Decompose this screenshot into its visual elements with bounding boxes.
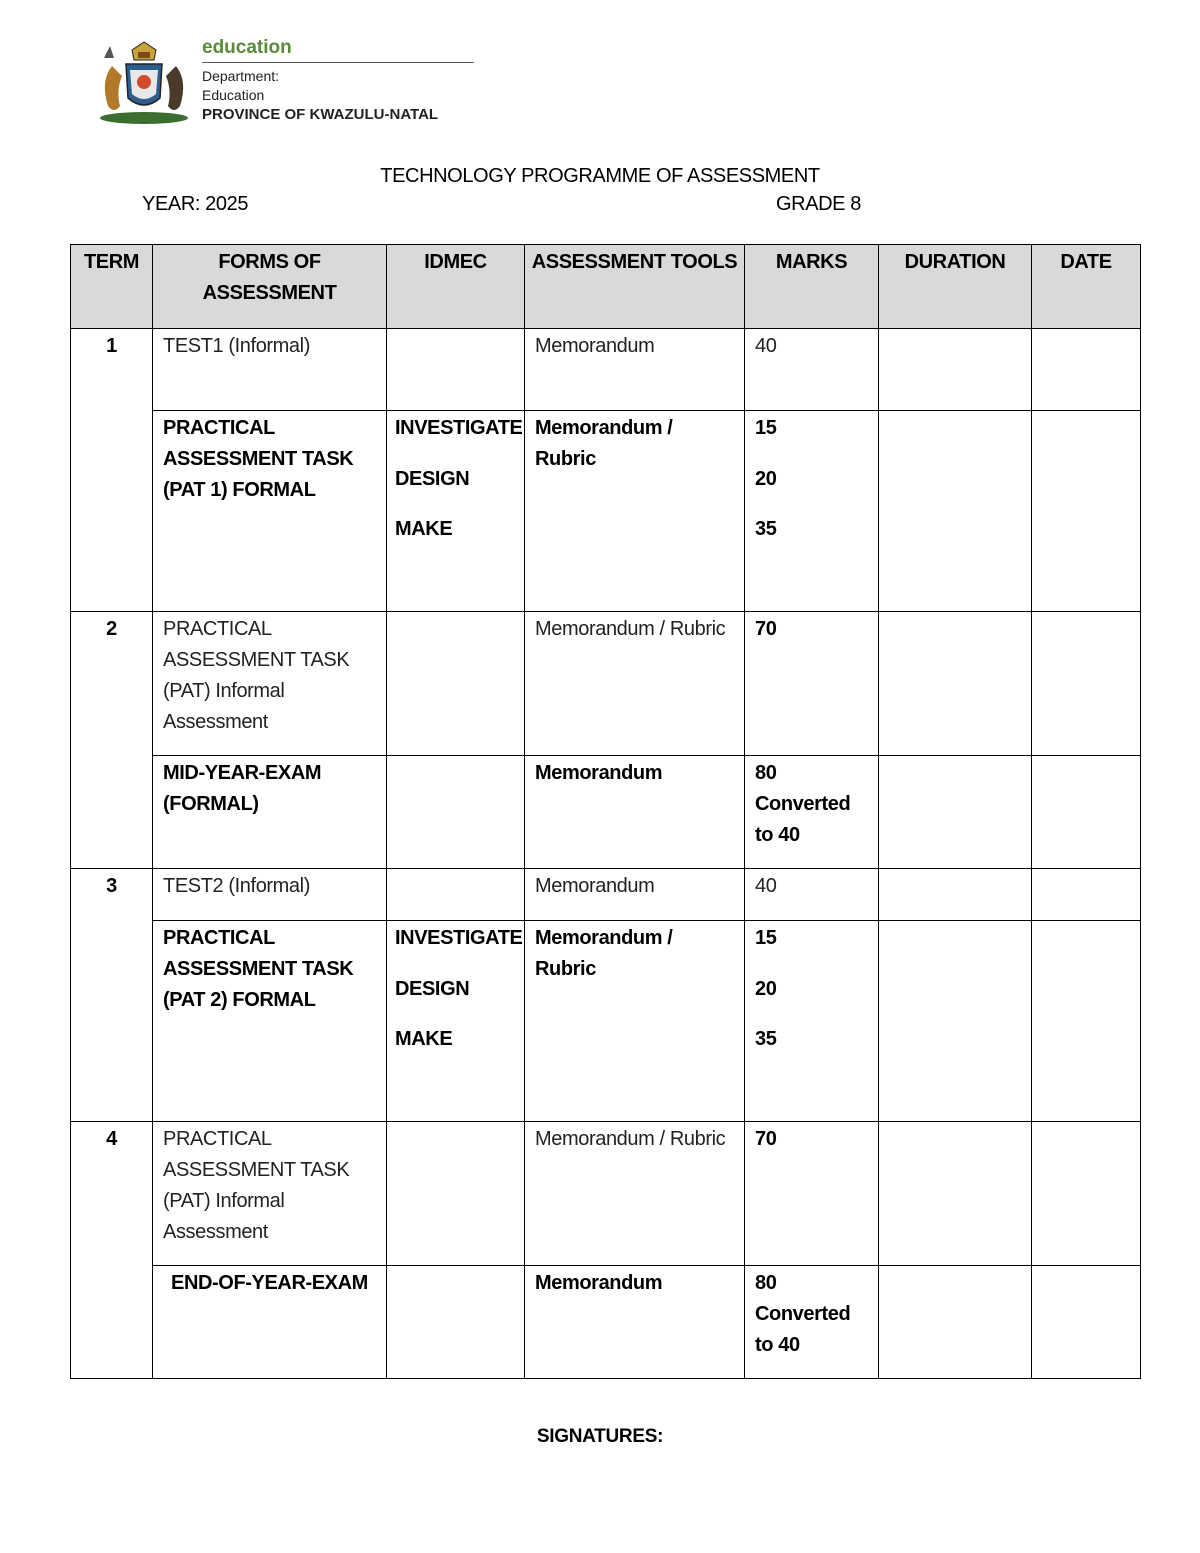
term-cell: 2: [71, 612, 153, 756]
idmec-cell: [387, 921, 525, 1122]
marks-cell: 40: [745, 329, 879, 411]
date-cell: [1032, 612, 1141, 756]
marks-design: 20: [755, 468, 777, 490]
idmec-make: MAKE: [395, 1028, 453, 1050]
idmec-design: DESIGN: [395, 978, 470, 1000]
form-cell: PRACTICAL ASSESSMENT TASK (PAT) Informal Assessment: [153, 1122, 387, 1266]
form-cell: PRACTICAL ASSESSMENT TASK (PAT 2) FORMAL: [153, 921, 387, 1122]
table-header-row: [71, 245, 1141, 329]
form-cell: MID-YEAR-EXAM (FORMAL): [153, 756, 387, 869]
form-cell: PRACTICAL ASSESSMENT TASK (PAT) Informal Assessment: [153, 612, 387, 756]
coat-of-arms-icon: [90, 36, 198, 126]
term-cell: [71, 1266, 153, 1379]
date-cell: [1032, 329, 1141, 411]
date-cell: [1032, 1122, 1141, 1266]
logo-department: Department:: [202, 68, 280, 84]
header-date: DATE: [1032, 245, 1141, 329]
table-row: [71, 329, 1141, 411]
form-cell: PRACTICAL ASSESSMENT TASK (PAT 1) FORMAL: [153, 411, 387, 612]
tool-cell: Memorandum: [525, 329, 745, 411]
idmec-design: DESIGN: [395, 468, 470, 490]
term-cell: [71, 921, 153, 1122]
term-cell: [71, 756, 153, 869]
marks-investigate: 15: [755, 417, 777, 439]
tool-cell: Memorandum: [525, 869, 745, 921]
header-idmec: IDMEC: [387, 245, 525, 329]
marks-make: 35: [755, 1028, 777, 1050]
document-title: TECHNOLOGY PROGRAMME OF ASSESSMENT: [380, 165, 820, 187]
idmec-make: MAKE: [395, 518, 453, 540]
term-cell: 1: [71, 329, 153, 411]
year-label: YEAR: 2025: [142, 193, 249, 215]
term-cell: [71, 411, 153, 612]
marks-cell: 40: [745, 869, 879, 921]
idmec-cell: [387, 756, 525, 869]
duration-cell: [879, 411, 1032, 612]
date-cell: [1032, 869, 1141, 921]
marks-cell: 80 Converted to 40: [745, 756, 879, 869]
table-row: [71, 612, 1141, 756]
header-tools: ASSESSMENT TOOLS: [525, 245, 745, 329]
idmec-cell: [387, 329, 525, 411]
duration-cell: [879, 329, 1032, 411]
duration-cell: [879, 612, 1032, 756]
date-cell: [1032, 921, 1141, 1122]
term-cell: 4: [71, 1122, 153, 1266]
date-cell: [1032, 756, 1141, 869]
idmec-investigate: INVESTIGATE: [395, 927, 523, 949]
form-cell: TEST1 (Informal): [153, 329, 387, 411]
table-row: [71, 869, 1141, 921]
logo-divider: [202, 62, 474, 63]
duration-cell: [879, 1122, 1032, 1266]
marks-cell: 80 Converted to 40: [745, 1266, 879, 1379]
department-logo: [90, 36, 475, 128]
tool-cell: Memorandum / Rubric: [525, 612, 745, 756]
duration-cell: [879, 921, 1032, 1122]
duration-cell: [879, 756, 1032, 869]
logo-province: PROVINCE OF KWAZULU-NATAL: [202, 106, 439, 123]
table-row: [71, 756, 1141, 869]
form-cell: TEST2 (Informal): [153, 869, 387, 921]
marks-make: 35: [755, 518, 777, 540]
table-row: [71, 1266, 1141, 1379]
signatures-label: SIGNATURES:: [536, 1426, 664, 1447]
idmec-cell: [387, 612, 525, 756]
header-duration: DURATION: [879, 245, 1032, 329]
duration-cell: [879, 869, 1032, 921]
marks-cell: [745, 921, 879, 1122]
logo-education: Education: [202, 87, 265, 103]
term-cell: 3: [71, 869, 153, 921]
form-cell: END-OF-YEAR-EXAM: [153, 1266, 387, 1379]
grade-label: GRADE 8: [776, 193, 862, 215]
tool-cell: Memorandum / Rubric: [525, 1122, 745, 1266]
header-forms: FORMS OF ASSESSMENT: [153, 245, 387, 329]
marks-cell: [745, 411, 879, 612]
marks-cell: 70: [745, 1122, 879, 1266]
idmec-cell: [387, 1266, 525, 1379]
date-cell: [1032, 1266, 1141, 1379]
idmec-cell: [387, 411, 525, 612]
assessment-table: [70, 244, 1141, 1379]
duration-cell: [879, 1266, 1032, 1379]
tool-cell: Memorandum / Rubric: [525, 411, 745, 612]
tool-cell: Memorandum: [525, 1266, 745, 1379]
marks-investigate: 15: [755, 927, 777, 949]
logo-brand: education: [202, 37, 292, 58]
idmec-investigate: INVESTIGATE: [395, 417, 523, 439]
idmec-cell: [387, 869, 525, 921]
table-row: [71, 411, 1141, 612]
tool-cell: Memorandum: [525, 756, 745, 869]
tool-cell: Memorandum / Rubric: [525, 921, 745, 1122]
marks-cell: 70: [745, 612, 879, 756]
header-term: TERM: [71, 245, 153, 329]
marks-design: 20: [755, 978, 777, 1000]
header-marks: MARKS: [745, 245, 879, 329]
table-row: [71, 921, 1141, 1122]
idmec-cell: [387, 1122, 525, 1266]
table-row: [71, 1122, 1141, 1266]
date-cell: [1032, 411, 1141, 612]
